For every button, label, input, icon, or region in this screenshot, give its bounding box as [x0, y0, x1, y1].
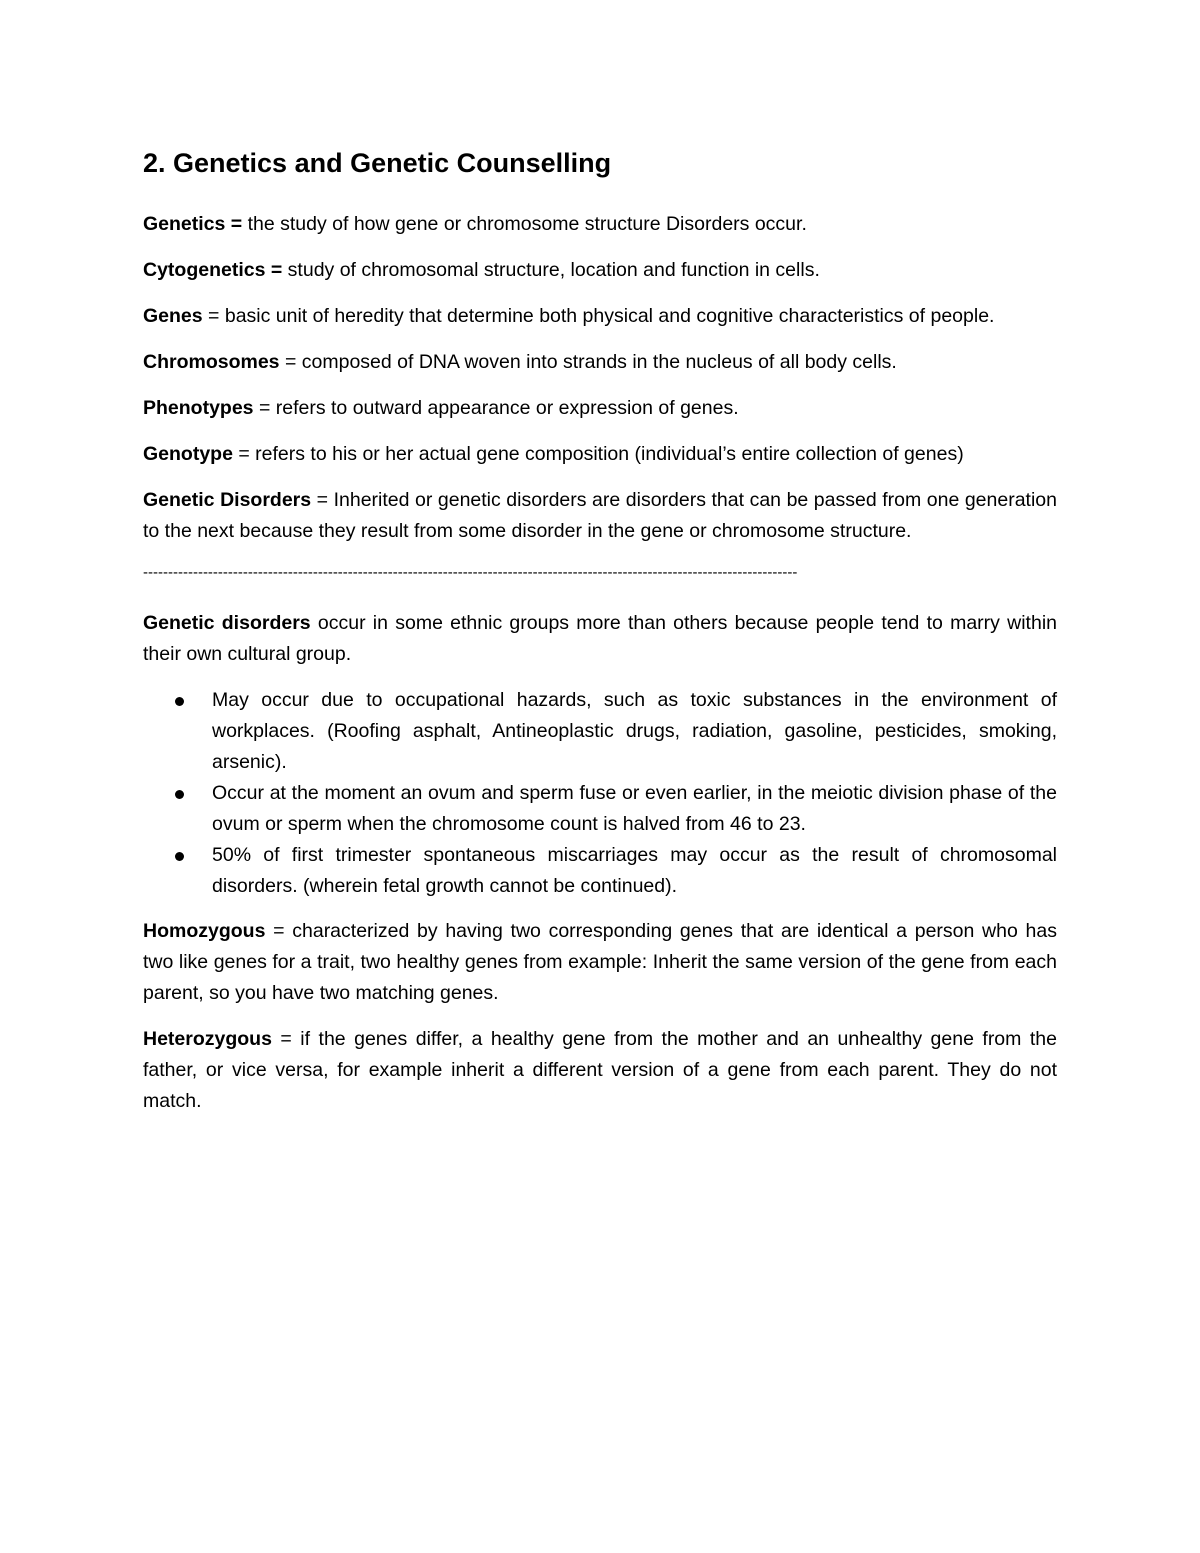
bullet-list	[143, 685, 1057, 902]
bullet-icon	[175, 697, 184, 706]
definition-text: study of chromosomal structure, location and function in cells.	[282, 259, 820, 281]
page-title: 2. Genetics and Genetic Counselling	[143, 148, 612, 178]
definition-term: Phenotypes	[143, 397, 254, 419]
definition-term: Heterozygous	[143, 1028, 272, 1050]
definition-term: Homozygous	[143, 920, 266, 942]
definition-text: = basic unit of heredity that determine both physical and cognitive characteristics of people.	[202, 305, 995, 327]
definition-text: = if the genes differ, a healthy gene from the mother and an unhealthy gene from the father, or vice versa, for example inherit a different version of a gene from each parent. They do not match.	[143, 1028, 1057, 1112]
definition-homozygous	[143, 916, 1057, 1009]
list-item	[143, 840, 1057, 902]
definition-text: = refers to outward appearance or expression of genes.	[253, 397, 739, 419]
bullet-icon	[175, 852, 184, 861]
definition-heterozygous	[143, 1024, 1057, 1117]
list-item	[143, 778, 1057, 840]
definition-term: Genes	[143, 305, 203, 327]
definition-genes	[143, 301, 1057, 332]
intro-text: occur in some ethnic groups more than others because people tend to marry within their own cultural group.	[143, 612, 1057, 665]
definition-term: Cytogenetics =	[143, 259, 283, 281]
definition-text: = refers to his or her actual gene composition (individual’s entire collection of genes)	[232, 443, 964, 465]
definition-cytogenetics	[143, 255, 1057, 286]
list-item	[143, 685, 1057, 778]
definition-text: = Inherited or genetic disorders are disorders that can be passed from one generation to the next because they result from some disorder in the gene or chromosome structure.	[143, 489, 1057, 542]
definition-term: Genotype	[143, 443, 233, 465]
list-item-text: 50% of first trimester spontaneous miscarriages may occur as the result of chromosomal disorders. (wherein fetal growth cannot be continued).	[212, 844, 1057, 897]
definition-text: the study of how gene or chromosome structure Disorders occur.	[242, 213, 807, 235]
definition-genetic-disorders	[143, 485, 1057, 547]
definition-chromosomes	[143, 347, 1057, 378]
list-item-text: May occur due to occupational hazards, such as toxic substances in the environment of workplaces. (Roofing asphalt, Antineoplastic drugs, radiation, gasoline, pesticides, smoking, arsenic).	[212, 689, 1057, 773]
definition-genotype	[143, 439, 1057, 470]
genetic-disorders-intro	[143, 608, 1057, 670]
list-item-text: Occur at the moment an ovum and sperm fuse or even earlier, in the meiotic division phase of the ovum or sperm when the chromosome count is halved from 46 to 23.	[212, 782, 1057, 835]
definition-term: Genetic Disorders	[143, 489, 312, 511]
definition-genetics	[143, 209, 1057, 240]
definition-text: = composed of DNA woven into strands in the nucleus of all body cells.	[279, 351, 897, 373]
definition-text: = characterized by having two corresponding genes that are identical a person who has two like genes for a trait, two healthy genes from example: Inherit the same version of the gene from each parent, so you have two matching genes.	[143, 920, 1057, 1004]
intro-term: Genetic disorders	[143, 612, 311, 634]
definition-term: Genetics =	[143, 213, 243, 235]
dashed-divider: -----------------------------------------------------------------------------------------------------------------------------------	[143, 564, 798, 581]
definition-phenotypes	[143, 393, 1057, 424]
bullet-icon	[175, 790, 184, 799]
definition-term: Chromosomes	[143, 351, 280, 373]
